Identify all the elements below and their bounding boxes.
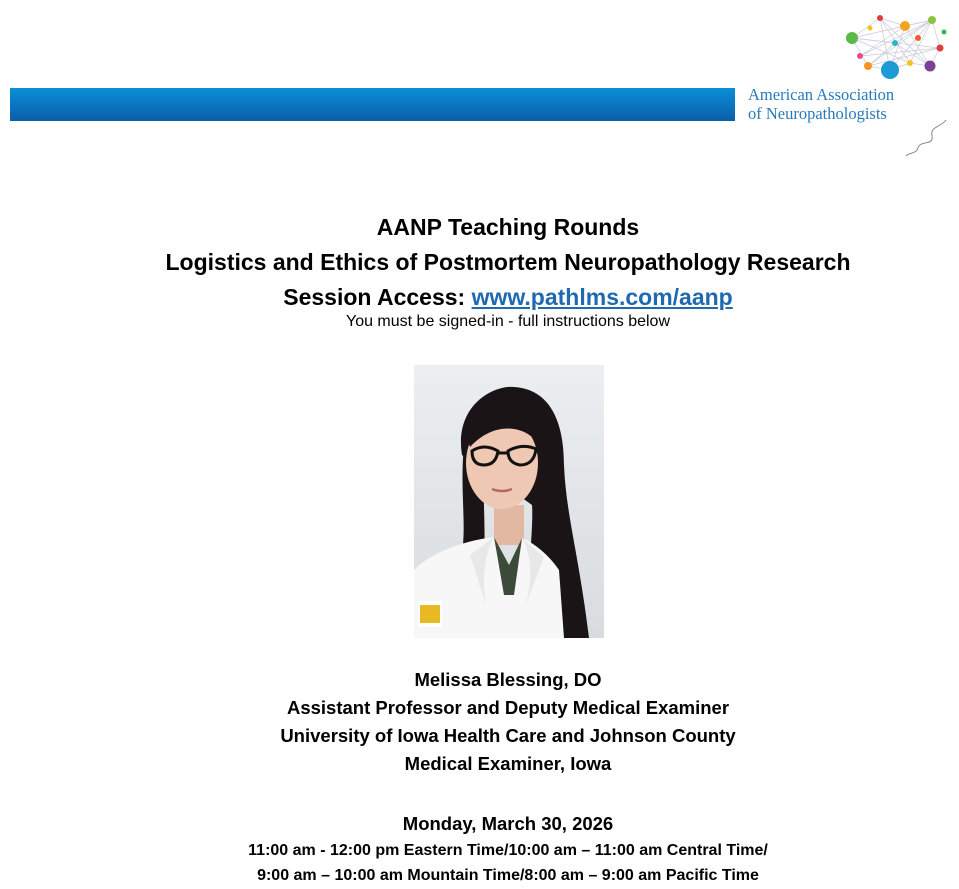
logo-text-line1: American Association: [748, 85, 895, 104]
logo-text-line2: of Neuropathologists: [748, 104, 887, 123]
speaker-role: Assistant Professor and Deputy Medical Examiner: [286, 697, 730, 718]
speaker-affiliation-line1: University of Iowa Health Care and Johnson County: [280, 725, 736, 746]
network-graphic-icon: [840, 8, 950, 86]
event-time-line1: 11:00 am - 12:00 pm Eastern Time/10:00 am – 11:00 am Central Time/: [248, 842, 768, 859]
event-series: AANP Teaching Rounds: [376, 214, 640, 240]
session-access: [0, 280, 959, 315]
aanp-logo: [745, 8, 950, 158]
speaker-affiliation-line2: Medical Examiner, Iowa: [404, 753, 612, 774]
event-time-line2: 9:00 am – 10:00 am Mountain Time/8:00 am – 9:00 am Pacific Time: [257, 867, 759, 884]
session-access-label: Session Access:: [283, 284, 466, 310]
speaker-name: Melissa Blessing, DO: [414, 669, 602, 690]
event-header: [0, 210, 959, 333]
signin-note: You must be signed-in - full instructions below: [345, 313, 671, 330]
speaker-info: [0, 666, 959, 778]
schedule: [0, 810, 959, 888]
event-date: Monday, March 30, 2026: [402, 813, 614, 834]
session-access-link[interactable]: www.pathlms.com/aanp: [471, 284, 733, 310]
logo-text: [748, 85, 894, 123]
event-title: Logistics and Ethics of Postmortem Neuropathology Research: [165, 249, 851, 275]
logo-swoosh-icon: [900, 118, 950, 158]
speaker-portrait-icon: [414, 365, 604, 638]
speaker-photo: [414, 365, 604, 638]
header-banner-bar: [10, 88, 735, 121]
